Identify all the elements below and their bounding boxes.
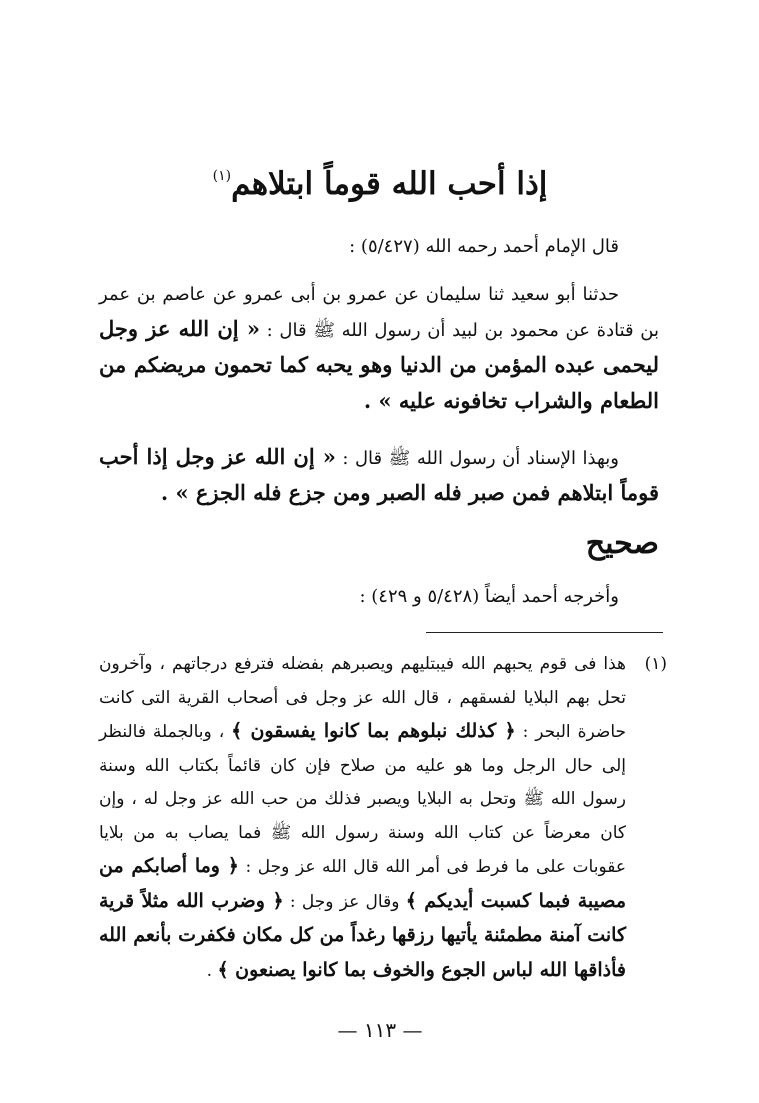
chapter-title-text: إذا أحب الله قوماً ابتلاهم <box>231 166 548 202</box>
page-number: — ١١٣ — <box>337 1018 423 1042</box>
hadith-2-chain: وبهذا الإسناد أن رسول الله ﷺ قال : <box>342 448 619 469</box>
hadith-2-text: « إن الله عز وجل إذا أحب قوماً ابتلاهم فمن صبر فله الصبر ومن جزع فله الجزع » . <box>99 444 659 505</box>
hadith-paragraph-1 <box>99 278 659 420</box>
title-footnote-marker: (١) <box>212 168 232 184</box>
takhrij-line: وأخرجه أحمد أيضاً (٥/٤٢٨ و ٤٢٩) : <box>359 586 619 607</box>
source-intro-line: قال الإمام أحمد رحمه الله (٥/٤٢٧) : <box>349 236 619 257</box>
footnote-verse-1: ﴿ كذلك نبلوهم بما كانوا يفسقون ﴾ <box>231 720 516 742</box>
footnote-part-2: ، وبالجملة فالنظر إلى حال الرجل وما هو عليه من صلاح فإن كان قائماً بكتاب الله وسنة رسول الله ﷺ وتحل به البلايا ويصبر فذلك من حب الله عز وجل له ، وإن كان معرضاً عن كتاب الله وسنة رسول الله ﷺ فما يصاب به من بلايا عقوبات على ما فرط فى أمر الله قال الله عز وجل : <box>99 722 626 877</box>
footnote-body <box>99 648 626 988</box>
footnote-end: . <box>206 960 213 981</box>
hadith-grade: صحيح <box>585 526 659 561</box>
footnote-part-1: هذا فى قوم يحبهم الله فيبتليهم ويصبرهم بفضله فترفع درجاتهم ، وآخرون تحل بهم البلايا لفسقهم ، قال الله عز وجل فى أصحاب القرية التى كانت حاضرة البحر : <box>99 654 627 742</box>
hadith-paragraph-2 <box>99 440 659 512</box>
hadith-1-chain: حدثنا أبو سعيد ثنا سليمان عن عمرو بن أبى عمرو عن عاصم بن عمر بن قتادة عن محمود بن لبيد أن رسول الله ﷺ قال : <box>99 284 659 341</box>
chapter-title <box>100 156 660 204</box>
footnote-verse-3: ﴿ وضرب الله مثلاً قرية كانت آمنة مطمئنة يأتيها رزقها رغداً من كل مكان فكفرت بأنعم الله فأذاقها الله لباس الجوع والخوف بما كانوا يصنعون ﴾ <box>99 889 626 981</box>
footnote-number: (١) <box>644 654 667 674</box>
footnote-verse-2: ﴿ وما أصابكم من مصيبة فبما كسبت أيديكم ﴾ <box>99 855 627 912</box>
footnote-divider <box>426 632 663 633</box>
hadith-1-text: « إن الله عز وجل ليحمى عبده المؤمن من الدنيا وهو يحبه كما تحمون مريضكم من الطعام والشراب تخافونه عليه » . <box>99 316 659 413</box>
footnote-part-3: وقال عز وجل : <box>289 891 400 912</box>
